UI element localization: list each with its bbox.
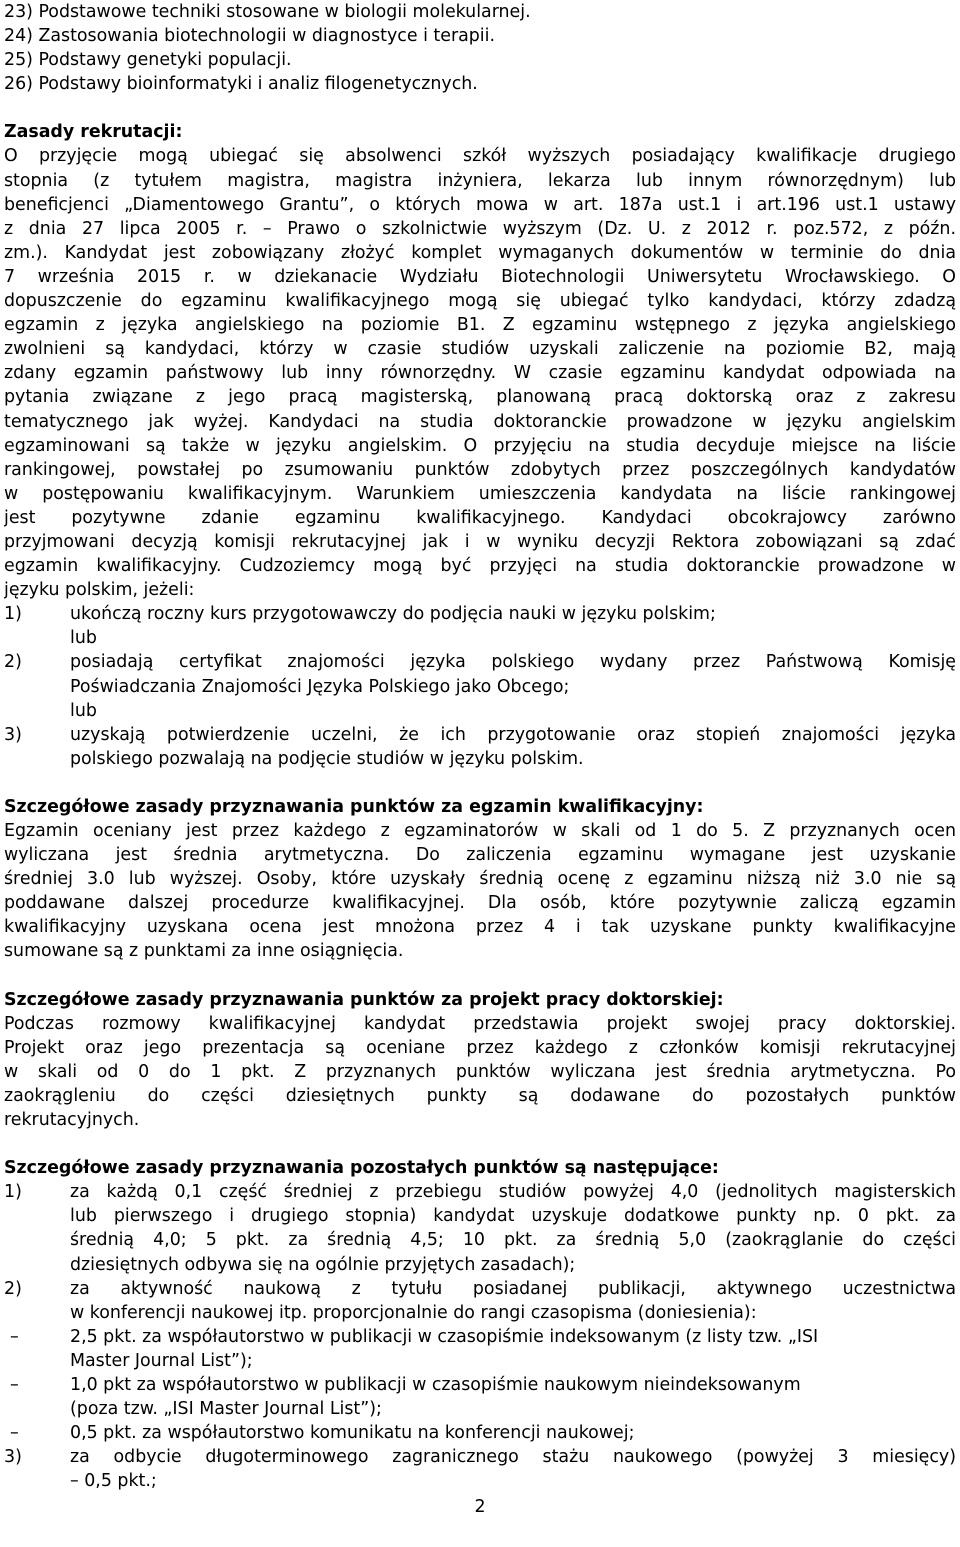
text-line: Projekt oraz jego prezentacja są oceniane przez każdego z członków komisji rekrutacyjnej: [4, 1037, 956, 1058]
project-points-section: [4, 988, 956, 1133]
recruitment-section: [4, 120, 956, 771]
list-item: [4, 723, 956, 747]
text-line: egzamin kwalifikacyjny. Cudzoziemcy mogą być przyjęci na studia doktoranckie prowadzone w: [4, 556, 956, 577]
dash-bullet: –: [10, 1326, 19, 1347]
dash-text: 2,5 pkt. za współautorstwo w publikacji w czasopiśmie indeksowanym (z listy tzw. „ISI: [70, 1326, 819, 1347]
document-page: [4, 0, 956, 1493]
list-item: [4, 1445, 956, 1469]
list-text: za aktywność naukową z tytułu posiadanej publikacji, aktywnego uczestnictwa: [70, 1278, 956, 1299]
or-text: lub: [70, 700, 97, 721]
list-number: 3): [4, 724, 22, 745]
dash-bullet: –: [10, 1374, 19, 1395]
list-text: posiadają certyfikat znajomości języka polskiego wydany przez Państwową Komisję: [70, 652, 956, 673]
section-heading: Szczegółowe zasady przyznawania pozostałych punktów są następujące:: [4, 1158, 719, 1179]
text-line: z dnia 27 lipca 2005 r. – Prawo o szkolnictwie wyższym (Dz. U. z 2012 r. poz.572, z późn.: [4, 218, 956, 239]
list-text-continued: dziesiętnych odbywa się na ogólnie przyjętych zasadach);: [70, 1254, 576, 1275]
text-line: jest pozytywne zdanie egzaminu kwalifikacyjnego. Kandydaci obcokrajowcy zarówno: [4, 507, 956, 528]
list-item: [4, 650, 956, 674]
dash-text: 1,0 pkt za współautorstwo w publikacji w czasopiśmie naukowym nieindeksowanym: [70, 1374, 801, 1395]
text-line: rekrutacyjnych.: [4, 1110, 140, 1131]
text-line: tematycznego jak wyżej. Kandydaci na studia doktoranckie prowadzone w języku angielskim: [4, 411, 956, 432]
text-line: pytania związane z jego pracą magisterską, planowaną pracą doktorską oraz z zakresu: [4, 387, 956, 408]
list-text: za odbycie długoterminowego zagranicznego stażu naukowego (powyżej 3 miesięcy): [70, 1447, 956, 1468]
recruitment-body: [4, 144, 956, 602]
list-number: 2): [4, 1278, 22, 1299]
list-number: 2): [4, 652, 22, 673]
list-number: 1): [4, 604, 22, 625]
list-item: 24) Zastosowania biotechnologii w diagnostyce i terapii.: [4, 26, 495, 47]
text-line: zm.). Kandydat jest zobowiązany złożyć komplet wymaganych dokumentów w terminie do dnia: [4, 242, 956, 263]
text-line: wyliczana jest średnia arytmetyczna. Do zaliczenia egzaminu wymagane jest uzyskanie: [4, 845, 956, 866]
list-text: uzyskają potwierdzenie uczelni, że ich przygotowanie oraz stopień znajomości języka: [70, 724, 956, 745]
text-line: w postępowaniu kwalifikacyjnym. Warunkiem umieszczenia kandydata na liście rankingowej: [4, 483, 956, 504]
text-line: rankingowej, powstałej po zsumowaniu punktów zdobytych przez poszczególnych kandydatów: [4, 459, 956, 480]
dash-bullet: –: [10, 1423, 19, 1444]
dash-text: 0,5 pkt. za współautorstwo komunikatu na konferencji naukowej;: [70, 1423, 635, 1444]
list-item: [4, 602, 956, 626]
text-line: kwalifikacyjny uzyskana ocena jest mnożona przez 4 i tak uzyskane punkty kwalifikacyjne: [4, 917, 956, 938]
text-line: Podczas rozmowy kwalifikacyjnej kandydat przedstawia projekt swojej pracy doktorskiej.: [4, 1013, 956, 1034]
text-line: stopnia (z tytułem magistra, magistra inżyniera, lekarza lub innym równorzędnym) lub: [4, 170, 956, 191]
list-item: 26) Podstawy bioinformatyki i analiz filogenetycznych.: [4, 74, 478, 95]
list-number: 3): [4, 1447, 22, 1468]
text-line: przyjmowani decyzją komisji rekrutacyjnej jak i w wyniku decyzji Rektora zobowiązani są zdać: [4, 531, 956, 552]
dash-item: [4, 1325, 956, 1349]
list-text-continued: lub pierwszego i drugiego stopnia) kandydat uzyskuje dodatkowe punkty np. 0 pkt. za: [70, 1206, 956, 1227]
text-line: 7 września 2015 r. w dziekanacie Wydziału Biotechnologii Uniwersytetu Wrocławskiego. O: [4, 266, 956, 287]
other-points-section: [4, 1156, 956, 1493]
list-item: [4, 1277, 956, 1301]
condition-list: [4, 602, 956, 771]
text-line: poddawane dalszej procedurze kwalifikacyjnej. Dla osób, które pozytywnie zaliczą egzamin: [4, 893, 956, 914]
text-line: egzamin z języka angielskiego na poziomie B1. Z egzaminu wstępnego z języka angielskiego: [4, 315, 956, 336]
list-text-continued: w konferencji naukowej itp. proporcjonalnie do rangi czasopisma (doniesienia):: [70, 1302, 757, 1323]
list-text-continued: polskiego pozwalają na podjęcie studiów w języku polskim.: [70, 748, 584, 769]
text-line: egzaminowani są także w języku angielskim. O przyjęciu na studia decyduje miejsce na liście: [4, 435, 956, 456]
list-number: 1): [4, 1182, 22, 1203]
text-line: zaokrągleniu do części dziesiętnych punkty są dodawane do pozostałych punktów: [4, 1085, 956, 1106]
text-line: sumowane są z punktami za inne osiągnięcia.: [4, 941, 404, 962]
list-item: [4, 1180, 956, 1204]
text-line: zwolnieni są kandydaci, którzy w czasie studiów uzyskali zaliczenie na poziomie B2, mają: [4, 339, 956, 360]
list-text-continued: – 0,5 pkt.;: [70, 1471, 157, 1492]
text-line: dopuszczenie do egzaminu kwalifikacyjnego mogą się ubiegać tylko kandydaci, którzy zdadzą: [4, 291, 956, 312]
dash-item: [4, 1421, 956, 1445]
text-line: języku polskim, jeżeli:: [4, 580, 195, 601]
list-text-continued: średnią 4,0; 5 pkt. za średnią 4,5; 10 pkt. za średnią 5,0 (zaokrąglanie do części: [70, 1230, 956, 1251]
page-number: 2: [474, 1497, 486, 1517]
list-text: ukończą roczny kurs przygotowawczy do podjęcia nauki w języku polskim;: [70, 604, 716, 625]
text-line: średniej 3.0 lub wyższej. Osoby, które uzyskały średnią ocenę z egzaminu niższą niż 3.0 nie są: [4, 869, 956, 890]
text-line: w skali od 0 do 1 pkt. Z przyznanych punktów wyliczana jest średnia arytmetyczna. Po: [4, 1061, 956, 1082]
dash-text-continued: (poza tzw. „ISI Master Journal List”);: [70, 1399, 382, 1420]
text-line: Egzamin oceniany jest przez każdego z egzaminatorów w skali od 1 do 5. Z przyznanych ocen: [4, 821, 956, 841]
header-list: [4, 0, 956, 96]
list-text: za każdą 0,1 część średniej z przebiegu studiów powyżej 4,0 (jednolitych magisterskich: [70, 1182, 956, 1203]
text-line: zdany egzamin państwowy lub inny równorzędny. W czasie egzaminu kandydat odpowiada na: [4, 363, 956, 384]
section-heading: Zasady rekrutacji:: [4, 122, 183, 143]
or-text: lub: [70, 628, 97, 649]
exam-points-section: [4, 795, 956, 964]
dash-item: [4, 1373, 956, 1397]
dash-text-continued: Master Journal List”);: [70, 1350, 253, 1371]
list-item: 25) Podstawy genetyki populacji.: [4, 50, 292, 71]
list-item: 23) Podstawowe techniki stosowane w biologii molekularnej.: [4, 2, 531, 22]
text-line: beneficjenci „Diamentowego Grantu”, o których mowa w art. 187a ust.1 i art.196 ust.1 ustawy: [4, 194, 956, 215]
section-heading: Szczegółowe zasady przyznawania punktów za egzamin kwalifikacyjny:: [4, 796, 704, 817]
section-heading: Szczegółowe zasady przyznawania punktów za projekt pracy doktorskiej:: [4, 989, 724, 1010]
text-line: O przyjęcie mogą ubiegać się absolwenci szkół wyższych posiadający kwalifikacje drugiego: [4, 146, 956, 167]
list-text-continued: Poświadczania Znajomości Języka Polskiego jako Obcego;: [70, 676, 570, 697]
